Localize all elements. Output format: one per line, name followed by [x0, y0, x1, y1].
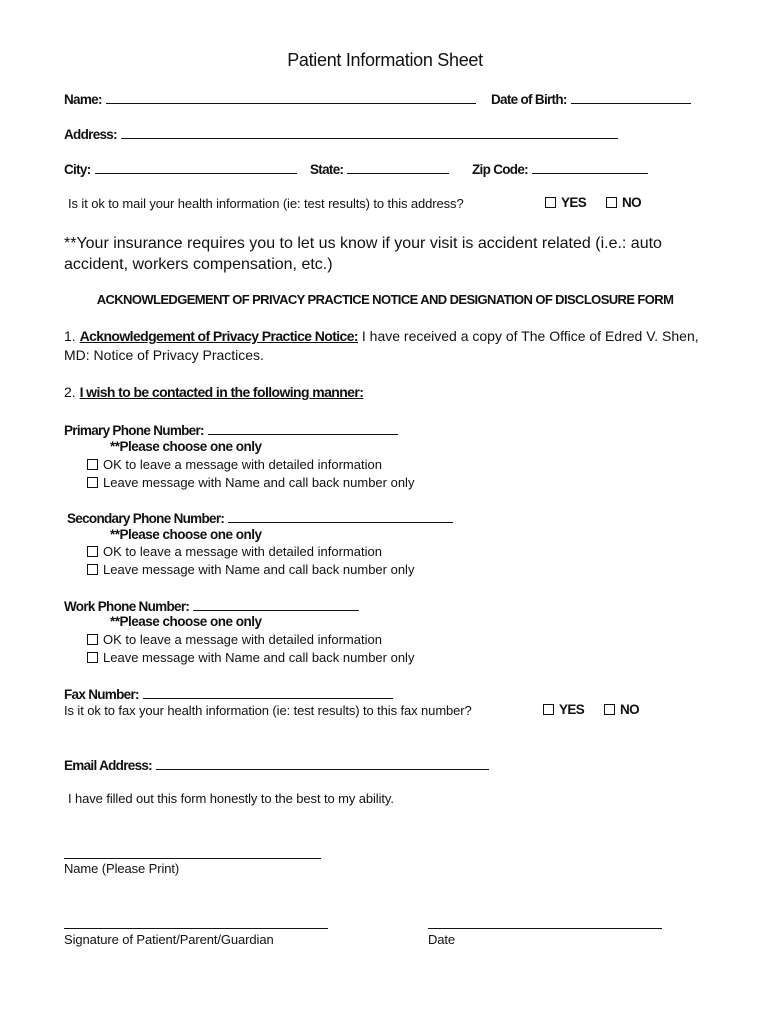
mail-question-text: Is it ok to mail your health information (ie: test results) to this address?: [68, 196, 464, 211]
primary-choose-note: **Please choose one only: [110, 439, 262, 454]
section2-heading: I wish to be contacted in the following manner:: [79, 384, 364, 400]
mail-yes-option[interactable]: [545, 195, 586, 210]
state-field-row: [310, 160, 449, 177]
section2-block: [64, 384, 363, 400]
signature-label: Signature of Patient/Parent/Guardian: [64, 932, 274, 947]
fax-yes-label: YES: [559, 702, 585, 717]
work-callback-checkbox[interactable]: [87, 652, 98, 663]
signature-line[interactable]: [64, 927, 328, 929]
work-phone-label: Work Phone Number:: [64, 599, 190, 614]
secondary-phone-row: [67, 509, 453, 526]
section1-heading: Acknowledgement of Privacy Practice Notice:: [79, 328, 358, 344]
work-detailed-checkbox[interactable]: [87, 634, 98, 645]
dob-input-line[interactable]: [571, 90, 691, 104]
primary-option-detailed[interactable]: [87, 457, 382, 472]
secondary-phone-label: Secondary Phone Number:: [67, 511, 225, 526]
secondary-callback-label: Leave message with Name and call back number only: [103, 562, 415, 577]
fax-input-line[interactable]: [143, 685, 393, 699]
state-input-line[interactable]: [347, 160, 449, 174]
work-phone-row: [64, 597, 359, 614]
primary-callback-checkbox[interactable]: [87, 477, 98, 488]
secondary-choose-note: **Please choose one only: [110, 527, 262, 542]
date-line[interactable]: [428, 927, 662, 929]
city-label: City:: [64, 162, 91, 177]
state-label: State:: [310, 162, 344, 177]
page-title: Patient Information Sheet: [287, 50, 483, 70]
name-input-line[interactable]: [106, 90, 476, 104]
dob-label: Date of Birth:: [491, 92, 567, 107]
work-detailed-label: OK to leave a message with detailed information: [103, 632, 382, 647]
address-label: Address:: [64, 127, 117, 142]
work-choose-note: **Please choose one only: [110, 614, 262, 629]
section1-block: [64, 327, 714, 365]
secondary-callback-checkbox[interactable]: [87, 564, 98, 575]
mail-yes-checkbox[interactable]: [545, 197, 556, 208]
work-option-detailed[interactable]: [87, 632, 382, 647]
secondary-detailed-checkbox[interactable]: [87, 546, 98, 557]
honesty-statement: I have filled out this form honestly to the best to my ability.: [68, 791, 394, 806]
primary-detailed-label: OK to leave a message with detailed information: [103, 457, 382, 472]
fax-yes-option[interactable]: [543, 702, 584, 717]
secondary-option-detailed[interactable]: [87, 544, 382, 559]
primary-option-callback[interactable]: [87, 475, 414, 490]
fax-yes-checkbox[interactable]: [543, 704, 554, 715]
work-phone-input-line[interactable]: [193, 597, 359, 611]
zip-input-line[interactable]: [532, 160, 648, 174]
secondary-option-callback[interactable]: [87, 562, 414, 577]
name-print-label: Name (Please Print): [64, 861, 180, 876]
mail-yes-label: YES: [561, 195, 587, 210]
email-label: Email Address:: [64, 758, 152, 773]
email-input-line[interactable]: [156, 756, 489, 770]
ack-heading: ACKNOWLEDGEMENT OF PRIVACY PRACTICE NOTICE AND DESIGNATION OF DISCLOSURE FORM: [96, 292, 674, 307]
secondary-detailed-label: OK to leave a message with detailed information: [103, 544, 382, 559]
name-print-line[interactable]: [64, 857, 321, 859]
mail-no-label: NO: [622, 195, 642, 210]
section2-number: 2.: [64, 384, 76, 400]
mail-no-option[interactable]: [606, 195, 641, 210]
work-callback-label: Leave message with Name and call back number only: [103, 650, 415, 665]
fax-no-option[interactable]: [604, 702, 639, 717]
secondary-phone-input-line[interactable]: [228, 509, 453, 523]
zip-field-row: [472, 160, 648, 177]
fax-question-text: Is it ok to fax your health information (ie: test results) to this fax number?: [64, 703, 472, 718]
fax-no-checkbox[interactable]: [604, 704, 615, 715]
dob-field-row: [491, 90, 691, 107]
fax-label: Fax Number:: [64, 687, 139, 702]
date-label: Date: [428, 932, 456, 947]
primary-phone-label: Primary Phone Number:: [64, 423, 204, 438]
primary-callback-label: Leave message with Name and call back number only: [103, 475, 415, 490]
address-input-line[interactable]: [121, 125, 618, 139]
mail-no-checkbox[interactable]: [606, 197, 617, 208]
work-option-callback[interactable]: [87, 650, 414, 665]
zip-label: Zip Code:: [472, 162, 528, 177]
primary-phone-input-line[interactable]: [208, 421, 398, 435]
email-row: [64, 756, 489, 773]
name-field-row: [64, 90, 476, 107]
section1-number: 1.: [64, 328, 76, 344]
city-field-row: [64, 160, 297, 177]
name-label: Name:: [64, 92, 102, 107]
fax-row: [64, 685, 393, 702]
insurance-note: **Your insurance requires you to let us know if your visit is accident related (i.e.: auto accident, workers compensation, etc.): [64, 235, 662, 273]
city-input-line[interactable]: [95, 160, 297, 174]
primary-phone-row: [64, 421, 398, 438]
fax-no-label: NO: [620, 702, 640, 717]
section1-text: I have received a copy of The Office of Edred V. Shen, MD: Notice of Privacy Practices.: [64, 328, 699, 363]
primary-detailed-checkbox[interactable]: [87, 459, 98, 470]
address-field-row: [64, 125, 618, 142]
